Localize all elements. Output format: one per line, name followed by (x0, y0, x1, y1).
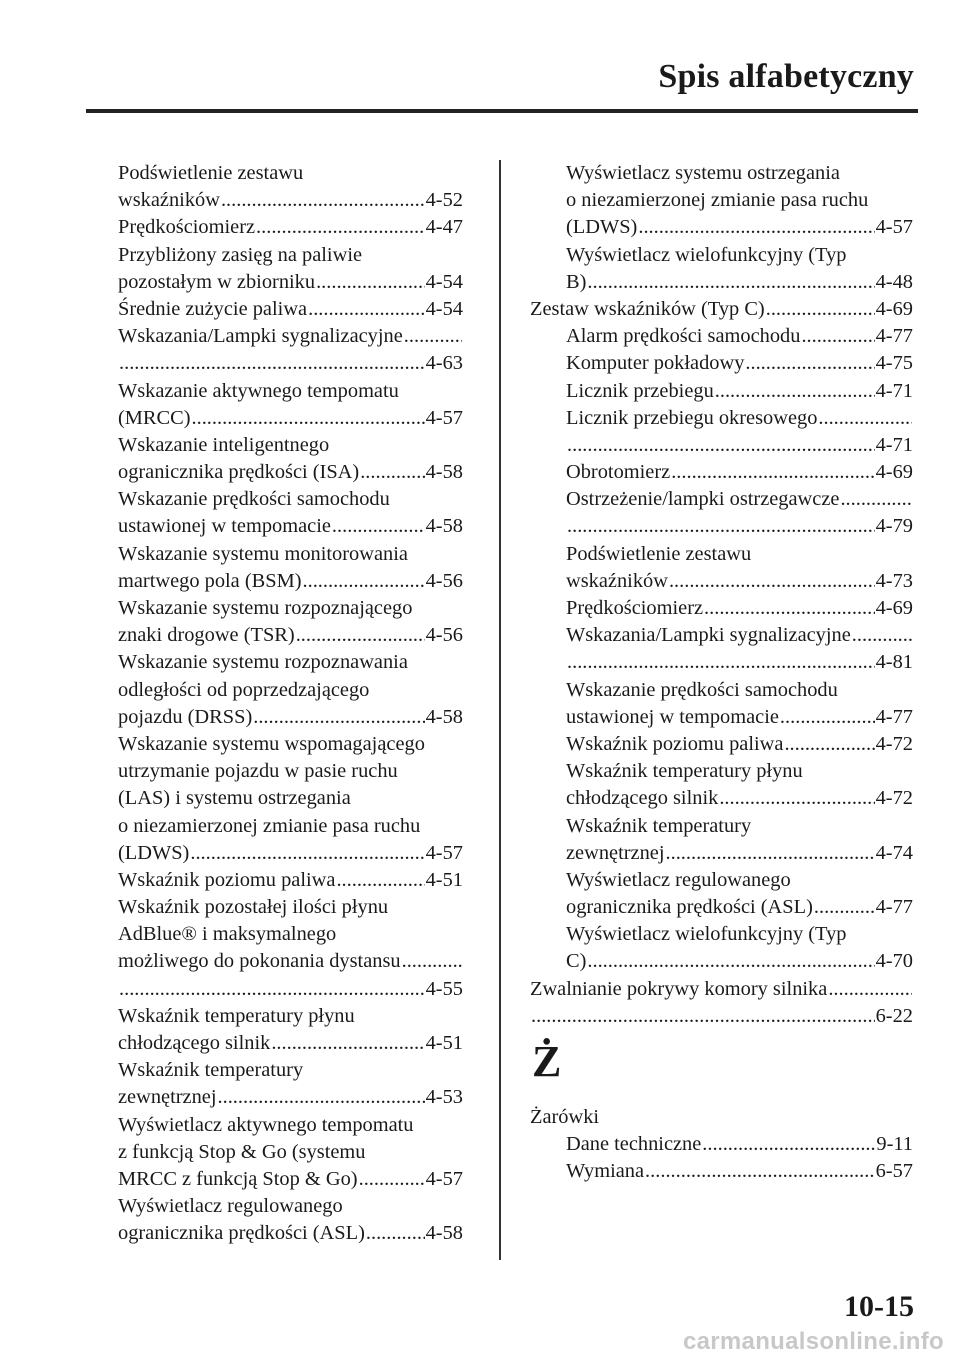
index-entry (118, 323, 463, 350)
dot-leader (702, 1131, 875, 1158)
index-column-right (530, 160, 913, 1186)
index-entry-text: Wskaźnik temperatury płynu (118, 1004, 355, 1027)
index-entry-page: 4-71 (875, 379, 913, 402)
section-letter-heading: Ż (532, 1037, 562, 1086)
index-entry-text: Wymiana (566, 1160, 645, 1183)
index-entry-page: 4-73 (875, 569, 913, 592)
index-entry-text: Zwalnianie pokrywy komory silnika (530, 977, 828, 1000)
index-entry-text: Ostrzeżenie/lampki ostrzegawcze (566, 488, 840, 511)
index-entry-page: 4-55 (425, 977, 463, 1000)
index-entry-text: Wskazanie systemu rozpoznającego (118, 597, 413, 619)
dot-leader (218, 1084, 425, 1111)
index-entry-page: 4-58 (425, 1222, 463, 1245)
index-entry-page: 4-57 (425, 841, 463, 864)
index-entry (530, 214, 913, 241)
index-entry-text: Wyświetlacz systemu ostrzegania (566, 162, 840, 184)
dot-leader (402, 948, 462, 975)
dot-leader (316, 269, 425, 296)
index-entry-page: 4-77 (875, 896, 913, 919)
index-entry (530, 405, 913, 432)
index-entry (530, 378, 913, 405)
dot-leader (119, 350, 425, 377)
dot-leader (567, 513, 875, 540)
dot-leader (271, 1030, 424, 1057)
index-entry (118, 948, 463, 975)
index-entry-text: Wskazanie prędkości samochodu (118, 488, 390, 511)
index-entry-text: Prędkościomierz (566, 597, 704, 619)
dot-leader (638, 214, 874, 241)
dot-leader (404, 323, 462, 350)
index-entry-page: 4-57 (425, 1167, 463, 1190)
index-entry (530, 758, 913, 785)
dot-leader (531, 1003, 875, 1030)
index-entry (530, 541, 913, 568)
index-entry-text: zewnętrznej (118, 1086, 217, 1109)
index-entry (118, 595, 463, 622)
index-entry-text: ustawionej w tempomacie (566, 705, 779, 728)
index-entry-text: Podświetlenie zestawu (118, 162, 304, 184)
index-entry (530, 1003, 913, 1030)
dot-leader (308, 296, 425, 323)
index-entry-text: Wskazanie prędkości samochodu (566, 678, 838, 701)
index-entry-page: 9-11 (876, 1133, 913, 1156)
dot-leader (784, 731, 874, 758)
index-entry (118, 269, 463, 296)
dot-leader (671, 459, 874, 486)
dot-leader (359, 1166, 425, 1193)
index-entry (530, 323, 913, 350)
index-entry-text: odległości od poprzedzającego (118, 678, 370, 701)
index-entry (530, 160, 913, 187)
dot-leader (253, 704, 424, 731)
index-entry-page: 4-79 (875, 515, 913, 538)
dot-leader (766, 296, 875, 323)
index-entry (118, 921, 463, 948)
index-entry-page: 4-63 (425, 352, 463, 375)
index-entry (530, 187, 913, 214)
dot-leader (221, 187, 425, 214)
index-entry-text: wskaźników (566, 569, 668, 592)
index-entry (530, 269, 913, 296)
index-entry (118, 242, 463, 269)
index-entry-page: 4-69 (875, 297, 913, 320)
index-entry (530, 513, 913, 540)
index-entry-text: Wskazanie systemu wspomagającego (118, 732, 425, 755)
index-entry-text: Wyświetlacz wielofunkcyjny (Typ (566, 243, 847, 266)
index-entry (530, 976, 913, 1003)
index-entry-text: Wskaźnik temperatury (118, 1059, 304, 1082)
index-entry-text: Wskaźnik temperatury płynu (566, 760, 803, 783)
index-entry (530, 296, 913, 323)
index-entry (118, 731, 463, 758)
page-header-title: Spis alfabetyczny (658, 58, 914, 95)
dot-leader (587, 269, 874, 296)
index-entry (118, 459, 463, 486)
index-entry (118, 894, 463, 921)
index-entry (118, 677, 463, 704)
index-entry (118, 622, 463, 649)
dot-leader (645, 1158, 875, 1185)
dot-leader (818, 405, 912, 432)
index-entry (118, 568, 463, 595)
index-entry (118, 350, 463, 377)
index-entry-page: 4-72 (875, 732, 913, 755)
index-entry-page: 4-69 (875, 597, 913, 619)
index-entry-text: Wskaźnik pozostałej ilości płynu (118, 896, 389, 919)
index-entry-text: Wyświetlacz aktywnego tempomatu (118, 1113, 414, 1136)
index-entry-text: Przybliżony zasięg na paliwie (118, 243, 363, 266)
index-entry (530, 1131, 913, 1158)
index-entry-text: o niezamierzonej zmianie pasa ruchu (566, 189, 869, 212)
index-entry (118, 1139, 463, 1166)
dot-leader (366, 1220, 425, 1247)
index-entry (118, 649, 463, 676)
index-entry (530, 677, 913, 704)
index-entry (530, 785, 913, 812)
index-list-right-part1 (530, 160, 913, 1030)
dot-leader (719, 785, 874, 812)
index-entry-text: ustawionej w tempomacie (118, 515, 331, 538)
index-entry-page: 4-71 (875, 433, 913, 456)
index-entry (530, 595, 913, 622)
dot-leader (296, 622, 425, 649)
dot-leader (715, 378, 875, 405)
index-entry-page: 4-57 (875, 216, 913, 239)
index-entry-text: ogranicznika prędkości (ASL) (118, 1222, 365, 1245)
index-entry (530, 459, 913, 486)
index-entry-text: Wyświetlacz regulowanego (566, 868, 791, 891)
index-entry (530, 432, 913, 459)
dot-leader (745, 350, 874, 377)
dot-leader (190, 840, 424, 867)
index-entry-page: 4-53 (425, 1086, 463, 1109)
index-entry (118, 378, 463, 405)
index-entry (118, 1057, 463, 1084)
index-entry-page: 4-74 (875, 841, 913, 864)
index-entry (530, 840, 913, 867)
dot-leader (666, 840, 875, 867)
index-entry (530, 486, 913, 513)
index-entry (118, 486, 463, 513)
index-entry (118, 405, 463, 432)
index-entry (530, 731, 913, 758)
dot-leader (567, 649, 875, 676)
index-entry-text: Średnie zużycie paliwa (118, 297, 308, 320)
index-entry-text: Alarm prędkości samochodu (566, 325, 801, 348)
index-entry (118, 432, 463, 459)
dot-leader (192, 405, 425, 432)
index-entry-text: znaki drogowe (TSR) (118, 624, 295, 647)
index-entry (118, 785, 463, 812)
index-entry (118, 541, 463, 568)
index-entry (530, 622, 913, 649)
index-entry-text: Wskaźnik poziomu paliwa (566, 732, 784, 755)
index-entry (118, 296, 463, 323)
index-entry-text: Komputer pokładowy (566, 352, 745, 375)
index-entry-text: (LDWS) (118, 841, 190, 864)
index-entry-text: ogranicznika prędkości (ISA) (118, 461, 360, 484)
index-entry-text: Wskaźnik poziomu paliwa (118, 868, 336, 891)
index-entry (530, 921, 913, 948)
dot-leader (360, 459, 424, 486)
index-entry (530, 948, 913, 975)
index-entry-text: AdBlue® i maksymalnego (118, 923, 337, 946)
index-entry (118, 840, 463, 867)
index-entry-text: B) (566, 270, 587, 293)
index-entry-text: o niezamierzonej zmianie pasa ruchu (118, 814, 421, 837)
index-entry-page: 4-54 (425, 270, 463, 293)
index-entry-text: chłodzącego silnik (566, 787, 719, 810)
index-entry-page: 4-75 (875, 352, 913, 375)
index-entry-page: 4-54 (425, 297, 463, 320)
index-entry-page: 4-72 (875, 787, 913, 810)
index-entry-text: utrzymanie pojazdu w pasie ruchu (118, 760, 398, 783)
index-entry-page: 4-56 (425, 569, 463, 592)
index-entry-text: Wskazanie aktywnego tempomatu (118, 379, 399, 402)
dot-leader (256, 214, 425, 241)
dot-leader (704, 595, 875, 622)
index-entry-text: z funkcją Stop & Go (systemu (118, 1140, 366, 1163)
index-entry-page: 4-48 (875, 270, 913, 293)
index-entry (118, 1030, 463, 1057)
header-rule (86, 109, 918, 113)
index-entry-page: 4-51 (425, 868, 463, 891)
dot-leader (828, 976, 912, 1003)
index-entry-text: Zestaw wskaźników (Typ C) (530, 297, 765, 320)
index-entry (118, 1112, 463, 1139)
index-entry-text: Żarówki (530, 1106, 600, 1128)
dot-leader (852, 622, 912, 649)
index-entry-text: możliwego do pokonania dystansu (118, 950, 401, 973)
index-entry (118, 1084, 463, 1111)
watermark: carmanualsonline.info (682, 1328, 944, 1355)
index-entry (118, 160, 463, 187)
index-entry-text: ogranicznika prędkości (ASL) (566, 896, 813, 919)
index-entry-text: pozostałym w zbiorniku (118, 270, 316, 293)
index-entry (118, 1193, 463, 1220)
dot-leader (587, 948, 874, 975)
index-entry (118, 813, 463, 840)
index-entry-text: Wskazania/Lampki sygnalizacyjne (118, 325, 403, 348)
index-entry-page: 4-47 (425, 216, 463, 239)
index-entry-text: MRCC z funkcją Stop & Go) (118, 1167, 358, 1190)
index-entry-page: 4-77 (875, 325, 913, 348)
dot-leader (336, 867, 424, 894)
index-entry (118, 704, 463, 731)
index-entry-page: 4-69 (875, 461, 913, 484)
index-entry (118, 214, 463, 241)
index-entry (118, 758, 463, 785)
index-entry (530, 867, 913, 894)
index-entry-text: Prędkościomierz (118, 216, 256, 239)
dot-leader (332, 513, 425, 540)
index-entry-text: Wskazanie systemu rozpoznawania (118, 651, 408, 674)
dot-leader (801, 323, 874, 350)
index-entry-page: 4-58 (425, 515, 463, 538)
index-entry-page: 4-51 (425, 1032, 463, 1054)
index-entry (530, 242, 913, 269)
dot-leader (814, 894, 875, 921)
index-entry-text: Wskazania/Lampki sygnalizacyjne (566, 624, 851, 647)
index-entry (118, 976, 463, 1003)
index-entry (530, 649, 913, 676)
index-entry-text: pojazdu (DRSS) (118, 705, 253, 728)
index-entry (118, 1003, 463, 1030)
index-entry (118, 1220, 463, 1247)
index-entry (118, 513, 463, 540)
index-entry-text: martwego pola (BSM) (118, 569, 302, 592)
dot-leader (567, 432, 875, 459)
index-entry (530, 1158, 913, 1185)
index-entry-page: 6-57 (875, 1160, 913, 1183)
page-number: 10-15 (844, 1290, 914, 1323)
index-entry-text: Wskazanie systemu monitorowania (118, 542, 408, 565)
dot-leader (119, 976, 425, 1003)
column-divider (499, 160, 501, 1260)
index-entry-text: (LAS) i systemu ostrzegania (118, 787, 351, 810)
index-entry-page: 4-56 (425, 624, 463, 647)
index-entry (530, 894, 913, 921)
index-entry-text: Licznik przebiegu okresowego (566, 406, 818, 429)
index-entry (530, 568, 913, 595)
index-entry (118, 187, 463, 214)
index-entry-text: Wyświetlacz wielofunkcyjny (Typ (566, 923, 847, 946)
index-entry (530, 350, 913, 377)
index-entry-page: 4-58 (425, 705, 463, 728)
index-entry-page: 4-81 (875, 651, 913, 674)
index-entry-text: (LDWS) (566, 216, 638, 239)
index-entry (118, 867, 463, 894)
index-entry-text: C) (566, 950, 587, 973)
dot-leader (669, 568, 875, 595)
index-entry-text: Wyświetlacz regulowanego (118, 1195, 343, 1218)
index-entry-page: 4-52 (425, 189, 463, 212)
index-entry (530, 813, 913, 840)
index-entry-text: Licznik przebiegu (566, 379, 714, 402)
index-entry-text: Podświetlenie zestawu (566, 542, 752, 565)
index-entry (530, 1104, 913, 1131)
index-entry-text: wskaźników (118, 189, 220, 212)
index-column-left (118, 160, 463, 1248)
index-entry-text: Wskazanie inteligentnego (118, 433, 330, 456)
index-entry-text: Obrotomierz (566, 461, 671, 484)
dot-leader (303, 568, 425, 595)
index-entry-text: zewnętrznej (566, 841, 665, 864)
index-entry-page: 4-58 (425, 461, 463, 484)
dot-leader (780, 704, 875, 731)
index-entry-page: 4-77 (875, 705, 913, 728)
index-entry-text: chłodzącego silnik (118, 1032, 271, 1054)
index-entry-page: 4-70 (875, 950, 913, 973)
index-list-right-part2 (530, 1104, 913, 1186)
index-entry-page: 4-57 (425, 406, 463, 429)
dot-leader (840, 486, 912, 513)
index-entry-text: Dane techniczne (566, 1133, 702, 1156)
index-entry (118, 1166, 463, 1193)
index-entry-text: Wskaźnik temperatury (566, 814, 752, 837)
index-entry (530, 704, 913, 731)
index-entry-page: 6-22 (875, 1004, 913, 1027)
index-entry-text: (MRCC) (118, 406, 191, 429)
